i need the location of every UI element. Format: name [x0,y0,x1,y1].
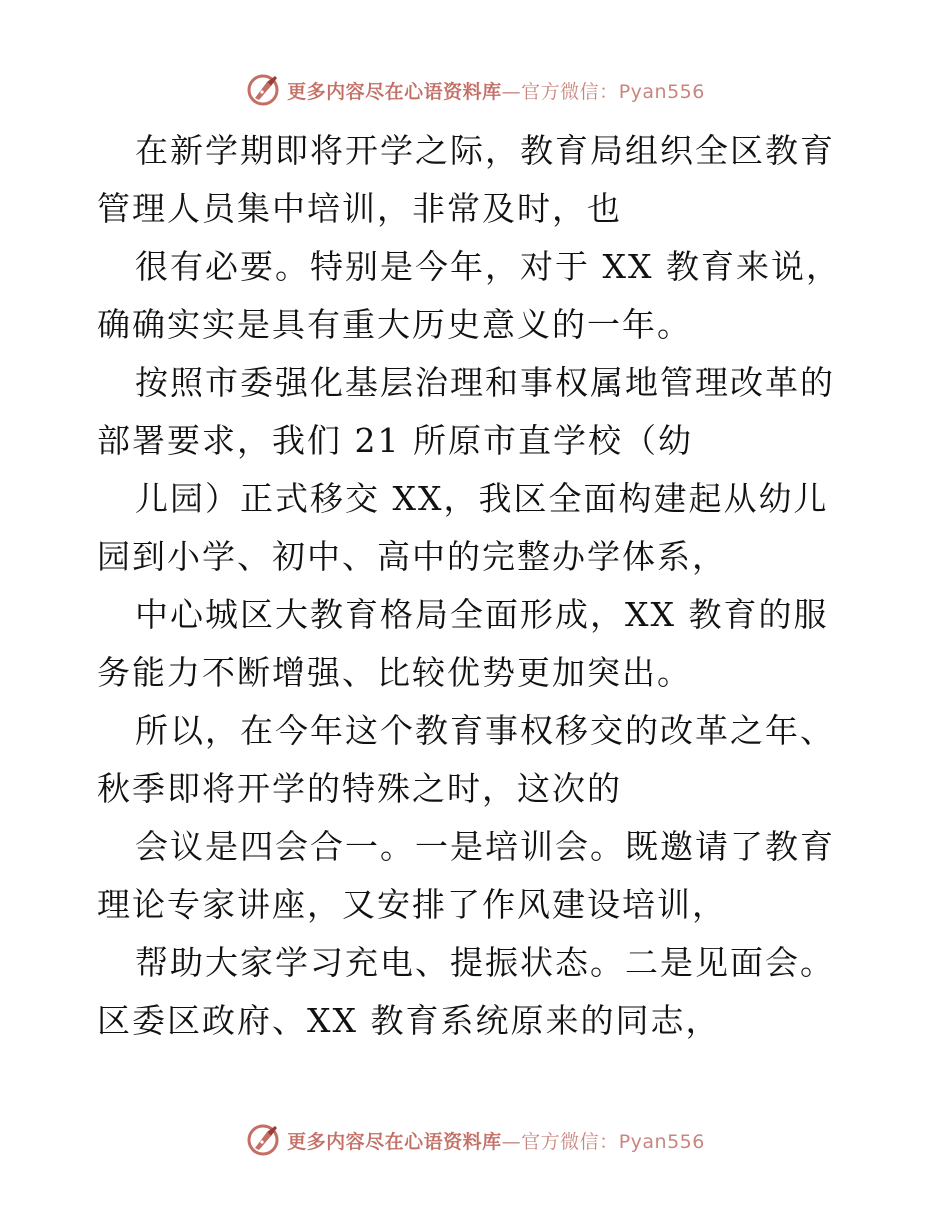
watermark-separator: — [501,1130,522,1153]
paragraph: 中心城区大教育格局全面形成，XX 教育的服务能力不断增强、比较优势更加突出。 [97,595,829,692]
pen-nib-circle-icon [245,1122,281,1158]
document-body [97,122,857,1050]
watermark-main-text: 更多内容尽在心语资料库 [287,80,502,103]
header-watermark [0,70,950,110]
watermark-text [287,77,705,104]
paragraph: 所以，在今年这个教育事权移交的改革之年、秋季即将开学的特殊之时，这次的 [97,711,835,808]
paragraph: 很有必要。特别是今年，对于 XX 教育来说，确确实实是具有重大历史意义的一年。 [97,247,841,344]
watermark-main-text: 更多内容尽在心语资料库 [287,1130,502,1153]
watermark-text [287,1127,705,1154]
paragraph: 在新学期即将开学之际，教育局组织全区教育管理人员集中培训，非常及时，也 [97,131,835,228]
watermark-separator: — [501,80,522,103]
paragraph: 按照市委强化基层治理和事权属地管理改革的部署要求，我们 21 所原市直学校（幼 [97,363,835,460]
paragraph: 帮助大家学习充电、提振状态。二是见面会。区委区政府、XX 教育系统原来的同志， [97,943,835,1040]
watermark-official-label: 官方微信： [521,80,619,103]
watermark-wechat-id: Pyan556 [618,80,705,103]
watermark-wechat-id: Pyan556 [618,1130,705,1153]
paragraph: 会议是四会合一。一是培训会。既邀请了教育理论专家讲座，又安排了作风建设培训， [97,827,835,924]
watermark-official-label: 官方微信： [521,1130,619,1153]
paragraph: 儿园）正式移交 XX，我区全面构建起从幼儿园到小学、初中、高中的完整办学体系， [97,479,829,576]
footer-watermark [0,1120,950,1160]
pen-nib-circle-icon [245,72,281,108]
